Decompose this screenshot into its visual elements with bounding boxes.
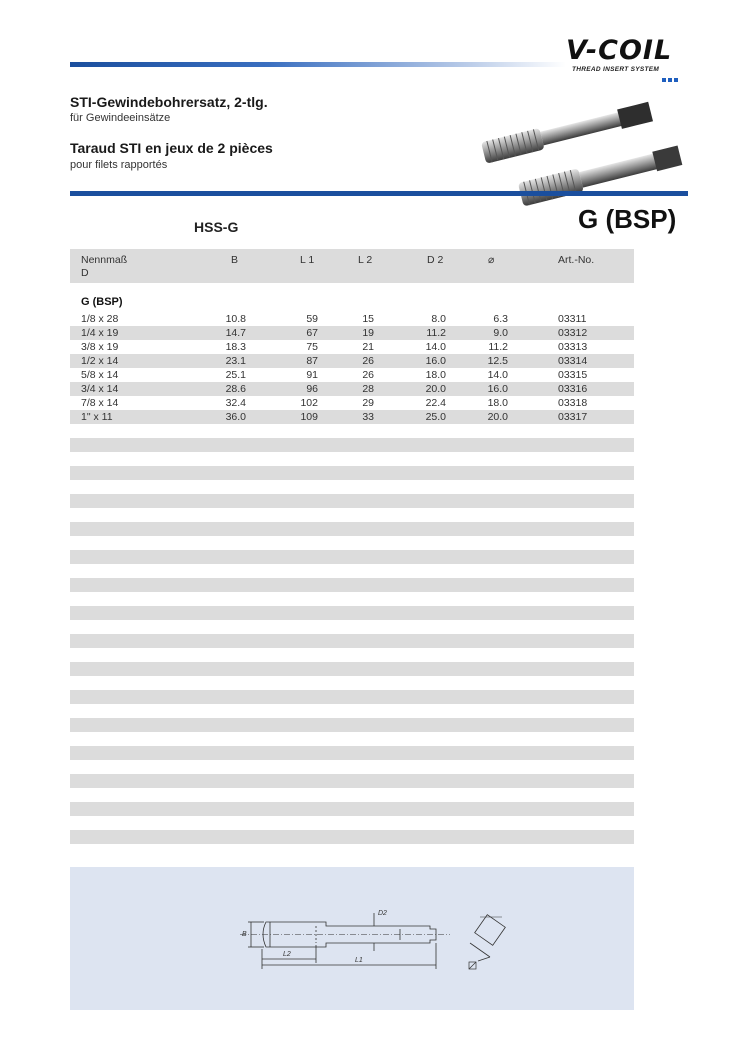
- cell-size: 7/8 x 14: [81, 397, 119, 409]
- cell-l2: 19: [362, 327, 374, 339]
- cell-l1: 67: [306, 327, 318, 339]
- drawing-label-l1: L1: [355, 957, 363, 964]
- table-row: [70, 326, 634, 340]
- cell-l2: 21: [362, 341, 374, 353]
- cell-l1: 102: [300, 397, 318, 409]
- cell-l1: 59: [306, 313, 318, 325]
- section-divider-bar: [70, 191, 688, 196]
- header-l1: L 1: [300, 254, 315, 266]
- cell-art-no: 03316: [558, 383, 588, 395]
- header-b: B: [231, 254, 239, 266]
- cell-square: 16.0: [487, 383, 508, 395]
- empty-row-stripe: [70, 606, 634, 620]
- header-size-line2: D: [81, 267, 89, 279]
- cell-d2: 20.0: [425, 383, 446, 395]
- header-d2: D 2: [427, 254, 444, 266]
- cell-art-no: 03315: [558, 369, 588, 381]
- cell-d2: 22.4: [425, 397, 446, 409]
- square-dimension-icon: [469, 962, 476, 969]
- drawing-label-d2: D2: [378, 910, 387, 917]
- cell-art-no: 03318: [558, 397, 588, 409]
- empty-row-stripe: [70, 662, 634, 676]
- cell-d2: 14.0: [425, 341, 446, 353]
- thread-standard-heading: G (BSP): [578, 204, 677, 234]
- cell-square: 12.5: [487, 355, 508, 367]
- cell-d2: 25.0: [425, 411, 446, 423]
- cell-b: 23.1: [225, 355, 246, 367]
- header-square-icon: ⌀: [488, 254, 495, 266]
- cell-b: 10.8: [225, 313, 246, 325]
- table-row: [70, 396, 634, 410]
- cell-b: 14.7: [225, 327, 246, 339]
- table-row: [70, 312, 634, 326]
- cell-d2: 18.0: [425, 369, 446, 381]
- cell-d2: 16.0: [425, 355, 446, 367]
- cell-l2: 33: [362, 411, 374, 423]
- empty-row-stripe: [70, 550, 634, 564]
- cell-art-no: 03314: [558, 355, 588, 367]
- empty-row-stripe: [70, 578, 634, 592]
- empty-row-stripe: [70, 802, 634, 816]
- cell-b: 36.0: [225, 411, 246, 423]
- tap-dimension-drawing: [70, 867, 634, 1010]
- table-row: [70, 368, 634, 382]
- table-row: [70, 410, 634, 424]
- cell-size: 1/8 x 28: [81, 313, 119, 325]
- cell-art-no: 03312: [558, 327, 588, 339]
- empty-row-stripe: [70, 774, 634, 788]
- title-french: Taraud STI en jeux de 2 pièces: [70, 140, 273, 156]
- cell-art-no: 03311: [558, 313, 587, 325]
- empty-row-stripe: [70, 690, 634, 704]
- cell-art-no: 03313: [558, 341, 588, 353]
- cell-l2: 15: [362, 313, 374, 325]
- cell-size: 1/4 x 19: [81, 327, 119, 339]
- cell-size: 1" x 11: [81, 411, 113, 423]
- header-l2: L 2: [358, 254, 373, 266]
- header-art-no: Art.-No.: [558, 254, 595, 266]
- drawing-label-l2: L2: [283, 951, 291, 958]
- cell-size: 1/2 x 14: [81, 355, 119, 367]
- cell-l2: 29: [362, 397, 374, 409]
- cell-d2: 11.2: [426, 327, 446, 339]
- cell-size: 5/8 x 14: [81, 369, 119, 381]
- table-row: [70, 354, 634, 368]
- subtitle-french: pour filets rapportés: [70, 159, 168, 171]
- logo-tagline: THREAD INSERT SYSTEM: [572, 66, 660, 73]
- cell-l1: 96: [306, 383, 318, 395]
- header-size-line1: Nennmaß: [81, 254, 128, 266]
- empty-row-stripe: [70, 438, 634, 452]
- cell-l1: 75: [306, 341, 318, 353]
- header-gradient-bar: [70, 62, 566, 67]
- header-nominal-size: [81, 254, 127, 280]
- empty-row-stripe: [70, 718, 634, 732]
- subtitle-german: für Gewindeeinsätze: [70, 112, 171, 124]
- cell-b: 18.3: [225, 341, 246, 353]
- empty-row-stripe: [70, 634, 634, 648]
- empty-row-stripe: [70, 466, 634, 480]
- cell-square: 14.0: [487, 369, 508, 381]
- title-german: STI-Gewindebohrersatz, 2-tlg.: [70, 94, 268, 110]
- cell-l2: 28: [362, 383, 374, 395]
- drawing-label-b: B: [242, 931, 247, 938]
- cell-b: 32.4: [225, 397, 246, 409]
- table-header: [70, 249, 634, 283]
- cell-square: 6.3: [493, 313, 508, 325]
- cell-square: 11.2: [488, 341, 508, 353]
- logo-dots-icon: [662, 69, 680, 87]
- empty-row-stripe: [70, 746, 634, 760]
- cell-l1: 109: [300, 411, 318, 423]
- empty-row-stripe: [70, 494, 634, 508]
- cell-square: 20.0: [487, 411, 508, 423]
- group-label: G (BSP): [81, 296, 123, 308]
- empty-row-stripe: [70, 522, 634, 536]
- v-coil-logo: [566, 36, 686, 78]
- cell-l1: 87: [306, 355, 318, 367]
- cell-b: 25.1: [225, 369, 246, 381]
- cell-art-no: 03317: [558, 411, 588, 423]
- table-row: [70, 382, 634, 396]
- tap-set-product-image: [470, 86, 690, 216]
- cell-d2: 8.0: [431, 313, 446, 325]
- table-row: [70, 340, 634, 354]
- cell-l1: 91: [306, 369, 318, 381]
- cell-b: 28.6: [225, 383, 246, 395]
- empty-row-stripe: [70, 830, 634, 844]
- cell-square: 9.0: [493, 327, 508, 339]
- technical-drawing-panel: [70, 867, 634, 1010]
- cell-size: 3/4 x 14: [81, 383, 119, 395]
- cell-size: 3/8 x 19: [81, 341, 119, 353]
- cell-square: 18.0: [487, 397, 508, 409]
- cell-l2: 26: [362, 355, 374, 367]
- cell-l2: 26: [362, 369, 374, 381]
- logo-wordmark: V-COIL: [566, 35, 673, 66]
- material-label: HSS-G: [194, 219, 239, 235]
